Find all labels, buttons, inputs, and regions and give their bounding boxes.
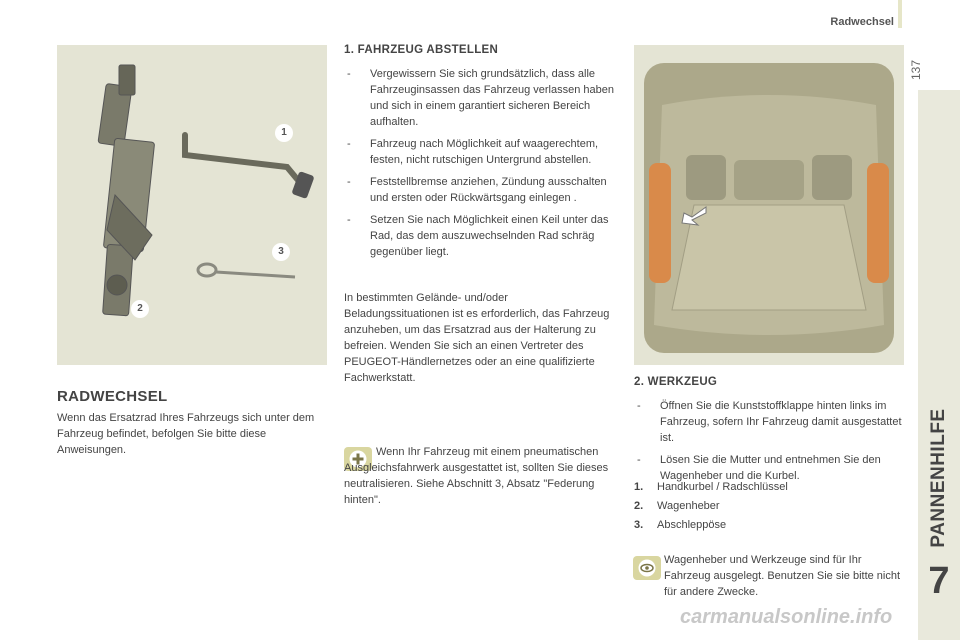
- list-item: - Feststellbremse anziehen, Zündung ausschalten und ersten oder Rückwärtsgang einlegen .: [347, 176, 607, 204]
- list-item: - Lösen Sie die Mutter und entnehmen Sie den Wagenheber und die Kurbel.: [637, 454, 881, 482]
- header-divider: [898, 0, 902, 28]
- list-item: - Fahrzeug nach Möglichkeit auf waagerechtem, festen, nicht rutschigen Untergrund abstellen.: [347, 138, 599, 166]
- car-rear-illustration: [634, 45, 904, 365]
- list-item: 1. Handkurbel / Radschlüssel: [634, 481, 788, 493]
- list-item: - Öffnen Sie die Kunststoffklappe hinten links im Fahrzeug, sofern Ihr Fahrzeug damit ausgestattet ist.: [637, 400, 902, 444]
- callout-3: 3: [274, 245, 288, 259]
- running-header: Radwechsel: [830, 16, 894, 28]
- section-title: RADWECHSEL: [57, 388, 168, 405]
- list-item: - Setzen Sie nach Möglichkeit einen Keil unter das Rad, das dem auszuwechselnden Rad schräg gegenüber liegt.: [347, 214, 609, 258]
- page-number: 137: [909, 59, 923, 81]
- tools-legend: [634, 479, 902, 536]
- tools-note: Wagenheber und Werkzeuge sind für Ihr Fahrzeug ausgelegt. Benutzen Sie sie bitte nicht für andere Zwecke.: [664, 554, 901, 598]
- step-1-list: [344, 66, 619, 266]
- suspension-note: Wenn Ihr Fahrzeug mit einem pneumatischen Ausgleichsfahrwerk ausgestattet ist, sollten Sie dieses neutralisieren. Siehe Abschnitt 3, Absatz "Federung hinten".: [344, 446, 609, 506]
- step-2-title: 2. WERKZEUG: [634, 376, 718, 388]
- callout-1: 1: [277, 126, 291, 140]
- callout-2: 2: [133, 302, 147, 316]
- jack-and-tools-image: [57, 45, 327, 365]
- chapter-title: PANNENHILFE: [928, 408, 949, 548]
- lifting-paragraph: In bestimmten Gelände- und/oder Beladungssituationen ist es erforderlich, das Fahrzeug anzuheben, um das Ersatzrad aus der Halterung zu befreien. Wenden Sie sich an einen Vertreter des PEUGEOT-Händlernetzes oder an eine qualifizierte Fachwerkstatt.: [344, 292, 610, 384]
- list-item: - Vergewissern Sie sich grundsätzlich, dass alle Fahrzeuginsassen das Fahrzeug verlassen haben und sich in einem garantiert sicheren Bereich aufhalten.: [347, 68, 614, 128]
- step-2-list: [634, 398, 902, 490]
- chapter-number: 7: [928, 560, 950, 602]
- car-boot-image: [634, 45, 904, 365]
- tools-illustration: [57, 45, 327, 365]
- intro-paragraph: Wenn das Ersatzrad Ihres Fahrzeugs sich unter dem Fahrzeug befindet, befolgen Sie bitte diese Anweisungen.: [57, 412, 315, 456]
- watermark: carmanualsonline.info: [680, 606, 893, 628]
- list-item: 2. Wagenheber: [634, 500, 720, 512]
- eye-info-icon: [633, 556, 661, 580]
- step-1-title: 1. FAHRZEUG ABSTELLEN: [344, 44, 499, 56]
- list-item: 3. Abschleppöse: [634, 519, 727, 531]
